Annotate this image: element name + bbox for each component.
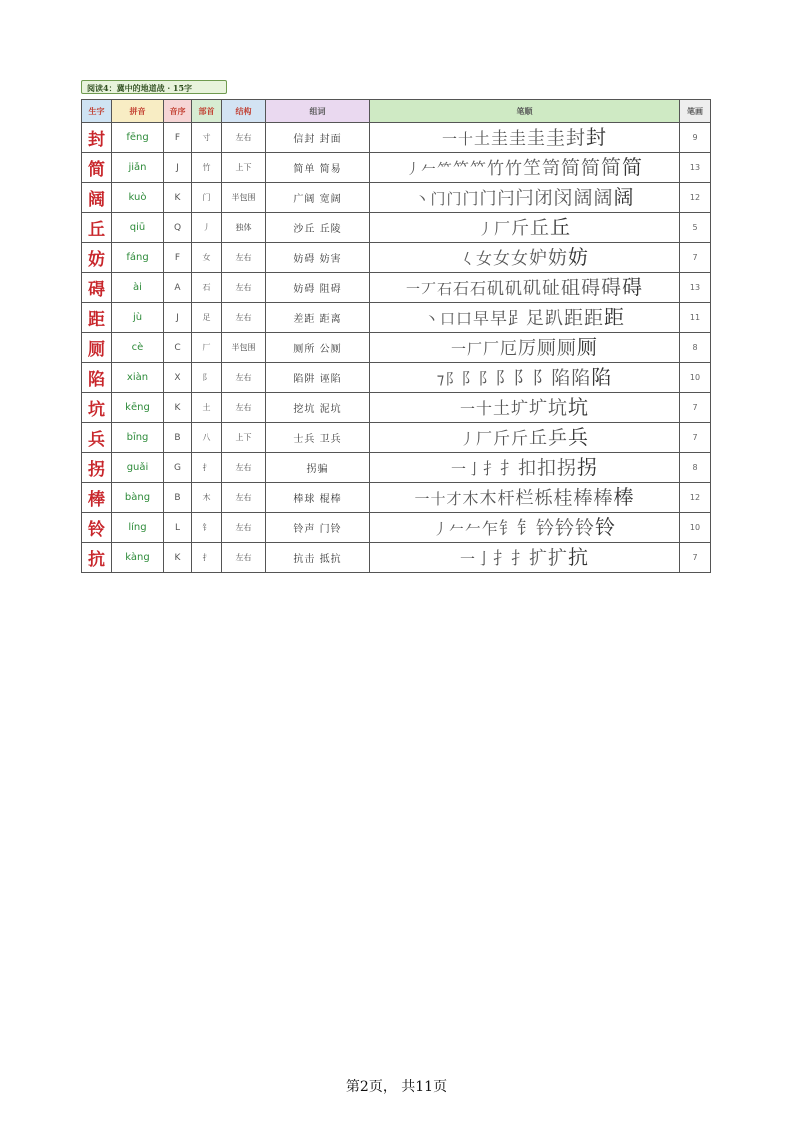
stroke-step: 碍 — [581, 277, 601, 299]
stroke-step: 坑 — [568, 395, 589, 419]
stroke-order-cell — [370, 483, 680, 513]
stroke-step: 闵 — [553, 187, 573, 209]
header-structure: 结构 — [222, 100, 266, 123]
stroke-step: 拐 — [557, 457, 577, 479]
char-cell: 距 — [82, 303, 112, 333]
stroke-step: 钅 — [499, 519, 517, 539]
stroke-step: 圭 — [509, 129, 526, 149]
stroke-step: 兵 — [568, 425, 589, 449]
pinyin-cell: qiū — [112, 213, 164, 243]
stroke-step: 扌 — [511, 549, 528, 569]
stroke-step: 阝 — [532, 368, 551, 389]
index-cell: X — [164, 363, 192, 393]
structure-cell: 左右 — [222, 393, 266, 423]
stroke-step: 乒 — [548, 427, 568, 449]
stroke-step: 木 — [479, 489, 497, 509]
stroke-count-cell: 10 — [680, 363, 711, 393]
stroke-step: 陷 — [551, 367, 571, 389]
stroke-step: ⁊ — [436, 370, 445, 388]
stroke-step: 扩 — [529, 548, 547, 569]
structure-cell: 左右 — [222, 273, 266, 303]
stroke-step: 铃 — [575, 517, 595, 539]
stroke-step: 石 — [470, 279, 487, 298]
stroke-step: 门 — [462, 189, 479, 208]
index-cell: G — [164, 453, 192, 483]
stroke-count-cell: 12 — [680, 483, 711, 513]
stroke-order-cell — [370, 393, 680, 423]
stroke-step: 栎 — [534, 488, 553, 509]
stroke-step: 矶 — [487, 279, 505, 299]
stroke-step: 栏 — [515, 488, 534, 509]
stroke-step: 矶 — [505, 279, 523, 299]
stroke-count-cell: 10 — [680, 513, 711, 543]
words-cell: 陷阱 诬陷 — [266, 363, 370, 393]
pinyin-cell: bàng — [112, 483, 164, 513]
index-cell: K — [164, 183, 192, 213]
stroke-order-cell — [370, 333, 680, 363]
stroke-count-cell: 7 — [680, 243, 711, 273]
stroke-step: 丿 — [405, 162, 420, 178]
radical-cell: 扌 — [192, 453, 222, 483]
radical-cell: 门 — [192, 183, 222, 213]
stroke-step: 厉 — [518, 338, 536, 359]
stroke-order-cell — [370, 183, 680, 213]
words-cell: 棒球 棍棒 — [266, 483, 370, 513]
stroke-step: 封 — [586, 125, 607, 149]
stroke-step: 一 — [441, 130, 457, 148]
table-row — [82, 123, 711, 153]
stroke-step: 妨 — [568, 245, 589, 269]
stroke-count-cell: 13 — [680, 273, 711, 303]
stroke-count-cell: 8 — [680, 333, 711, 363]
stroke-step: 简 — [561, 157, 581, 179]
char-cell: 兵 — [82, 423, 112, 453]
table-row — [82, 363, 711, 393]
stroke-step: 一 — [450, 460, 466, 478]
pinyin-cell: jù — [112, 303, 164, 333]
char-cell: 陷 — [82, 363, 112, 393]
structure-cell: 上下 — [222, 423, 266, 453]
stroke-count-cell: 13 — [680, 153, 711, 183]
radical-cell: 竹 — [192, 153, 222, 183]
radical-cell: 阝 — [192, 363, 222, 393]
structure-cell: 左右 — [222, 513, 266, 543]
index-cell: C — [164, 333, 192, 363]
stroke-step: 阝 — [445, 370, 461, 388]
stroke-step: 笥 — [542, 158, 561, 179]
table-row — [82, 183, 711, 213]
stroke-step: 距 — [584, 307, 604, 329]
char-cell: 拐 — [82, 453, 112, 483]
structure-cell: 独体 — [222, 213, 266, 243]
stroke-step: 棒 — [613, 485, 634, 509]
header-char: 生字 — [82, 100, 112, 123]
structure-cell: 左右 — [222, 543, 266, 573]
stroke-step: 趴 — [545, 308, 564, 329]
pinyin-cell: fáng — [112, 243, 164, 273]
stroke-step: 口 — [455, 309, 472, 328]
words-cell: 差距 距离 — [266, 303, 370, 333]
stroke-step: 圹 — [511, 399, 528, 419]
structure-cell: 半包围 — [222, 333, 266, 363]
stroke-step: 扌 — [482, 459, 499, 478]
pinyin-cell: xiàn — [112, 363, 164, 393]
stroke-step: 丘 — [550, 215, 571, 239]
stroke-order-cell — [370, 423, 680, 453]
stroke-step: 扣 — [518, 458, 536, 479]
table-row — [82, 153, 711, 183]
stroke-step: 坑 — [548, 397, 568, 419]
words-cell: 抗击 抵抗 — [266, 543, 370, 573]
table-row — [82, 453, 711, 483]
stroke-step: 笁 — [523, 158, 542, 179]
char-cell: 铃 — [82, 513, 112, 543]
stroke-step: 圭 — [527, 128, 545, 149]
stroke-step: 扌 — [493, 549, 510, 569]
stroke-step: 妨 — [548, 247, 568, 269]
stroke-step: 陷 — [571, 367, 591, 389]
table-row — [82, 303, 711, 333]
stroke-order-cell — [370, 243, 680, 273]
stroke-step: 女 — [475, 249, 492, 268]
table-row — [82, 423, 711, 453]
header-pinyin: 拼音 — [112, 100, 164, 123]
char-cell: 封 — [82, 123, 112, 153]
pinyin-cell: kēng — [112, 393, 164, 423]
char-cell: 阔 — [82, 183, 112, 213]
words-cell: 广阔 宽阔 — [266, 183, 370, 213]
words-cell: 厕所 公厕 — [266, 333, 370, 363]
stroke-step: 陷 — [591, 365, 612, 389]
structure-cell: 左右 — [222, 123, 266, 153]
stroke-step: 十 — [457, 130, 473, 148]
structure-cell: 半包围 — [222, 183, 266, 213]
stroke-step: 砋 — [542, 278, 561, 299]
stroke-step: 足 — [526, 308, 545, 329]
table-row — [82, 273, 711, 303]
stroke-step: 一 — [405, 282, 420, 298]
words-cell: 信封 封面 — [266, 123, 370, 153]
stroke-step: 丆 — [420, 280, 436, 298]
stroke-step: 𠂉 — [464, 519, 481, 538]
char-cell: 坑 — [82, 393, 112, 423]
stroke-order-cell — [370, 123, 680, 153]
table-header-row — [82, 100, 711, 123]
structure-cell: 左右 — [222, 303, 266, 333]
stroke-step: 亅 — [466, 460, 482, 478]
pinyin-cell: kuò — [112, 183, 164, 213]
index-cell: K — [164, 393, 192, 423]
header-stroke-count: 笔画 — [680, 100, 711, 123]
stroke-step: 距 — [564, 307, 584, 329]
stroke-step: 扌 — [500, 459, 517, 479]
pinyin-cell: guǎi — [112, 453, 164, 483]
stroke-step: 门 — [479, 189, 497, 209]
stroke-step: 𡿨 — [459, 250, 475, 268]
stroke-step: 门 — [430, 190, 446, 208]
header-stroke-order: 笔顺 — [370, 100, 680, 123]
table-row — [82, 213, 711, 243]
index-cell: L — [164, 513, 192, 543]
pinyin-cell: bīng — [112, 423, 164, 453]
stroke-step: 杆 — [497, 489, 515, 509]
structure-cell: 左右 — [222, 453, 266, 483]
radical-cell: 木 — [192, 483, 222, 513]
structure-cell: 上下 — [222, 153, 266, 183]
radical-cell: 八 — [192, 423, 222, 453]
stroke-step: 阔 — [613, 185, 634, 209]
words-cell: 铃声 门铃 — [266, 513, 370, 543]
stroke-step: 口 — [439, 310, 455, 328]
header-index: 音序 — [164, 100, 192, 123]
table-row — [82, 393, 711, 423]
stroke-step: 早 — [490, 309, 508, 329]
stroke-step: 厂 — [493, 219, 510, 238]
pinyin-cell: líng — [112, 513, 164, 543]
table-row — [82, 243, 711, 273]
stroke-step: 拐 — [577, 455, 598, 479]
stroke-step: 阝 — [461, 369, 478, 388]
stroke-step: 木 — [462, 489, 479, 508]
index-cell: Q — [164, 213, 192, 243]
radical-cell: 扌 — [192, 543, 222, 573]
stroke-step: 碍 — [622, 275, 643, 299]
char-cell: 碍 — [82, 273, 112, 303]
stroke-step: 丘 — [530, 217, 550, 239]
stroke-step: 碍 — [601, 275, 622, 299]
stroke-step: 闩 — [497, 189, 515, 209]
stroke-step: 十 — [475, 399, 492, 418]
stroke-step: 厂 — [466, 340, 482, 358]
table-row — [82, 333, 711, 363]
char-cell: 丘 — [82, 213, 112, 243]
stroke-step: 阝 — [513, 368, 532, 389]
radical-cell: 厂 — [192, 333, 222, 363]
character-table — [81, 99, 711, 573]
stroke-step: 阔 — [593, 187, 613, 209]
char-cell: 抗 — [82, 543, 112, 573]
stroke-step: 扩 — [548, 547, 568, 569]
stroke-step: 石 — [452, 279, 469, 298]
stroke-step: 厕 — [577, 335, 598, 359]
pinyin-cell: ài — [112, 273, 164, 303]
stroke-step: 竹 — [505, 159, 523, 179]
stroke-step: 矶 — [523, 278, 542, 299]
stroke-step: 扣 — [537, 457, 557, 479]
stroke-step: 阝 — [495, 369, 513, 389]
stroke-step: 丶 — [414, 190, 430, 208]
stroke-step: 土 — [473, 129, 490, 148]
stroke-count-cell: 7 — [680, 543, 711, 573]
stroke-step: 丿 — [477, 220, 493, 238]
stroke-step: 一 — [459, 400, 475, 418]
stroke-step: 钅 — [517, 518, 536, 539]
stroke-count-cell: 7 — [680, 423, 711, 453]
index-cell: J — [164, 153, 192, 183]
words-cell: 简单 简易 — [266, 153, 370, 183]
stroke-step: 简 — [622, 155, 643, 179]
char-cell: 妨 — [82, 243, 112, 273]
stroke-step: 圹 — [529, 398, 547, 419]
stroke-step: 妒 — [529, 248, 547, 269]
index-cell: F — [164, 123, 192, 153]
stroke-count-cell: 11 — [680, 303, 711, 333]
stroke-step: 棒 — [593, 487, 613, 509]
words-cell: 士兵 卫兵 — [266, 423, 370, 453]
radical-cell: 钅 — [192, 513, 222, 543]
pinyin-cell: jiǎn — [112, 153, 164, 183]
index-cell: A — [164, 273, 192, 303]
stroke-step: 厕 — [557, 337, 577, 359]
stroke-step: 十 — [430, 490, 446, 508]
stroke-step: 𠂉 — [420, 160, 436, 178]
stroke-step: 竹 — [487, 159, 505, 179]
stroke-step: 𥫗 — [452, 159, 469, 178]
stroke-step: 土 — [493, 399, 510, 419]
stroke-step: 距 — [604, 305, 625, 329]
index-cell: K — [164, 543, 192, 573]
stroke-step: 厄 — [500, 339, 517, 359]
stroke-step: 女 — [493, 249, 510, 269]
stroke-order-cell — [370, 153, 680, 183]
stroke-step: 一 — [414, 490, 430, 508]
stroke-step: 简 — [581, 157, 601, 179]
page-footer: 第2页， 共11页 — [345, 1079, 448, 1095]
index-cell: B — [164, 483, 192, 513]
stroke-step: 厂 — [482, 339, 499, 358]
stroke-step: 石 — [436, 280, 452, 298]
stroke-step: 一 — [450, 340, 466, 358]
stroke-count-cell: 8 — [680, 453, 711, 483]
pinyin-cell: kàng — [112, 543, 164, 573]
stroke-step: 圭 — [546, 127, 566, 149]
stroke-step: 封 — [566, 127, 586, 149]
stroke-step: 阔 — [573, 187, 593, 209]
stroke-step: 一 — [459, 550, 475, 568]
stroke-count-cell: 7 — [680, 393, 711, 423]
stroke-step: 丶 — [423, 310, 439, 328]
words-cell: 妨碍 阻碍 — [266, 273, 370, 303]
stroke-step: 简 — [601, 155, 622, 179]
stroke-step: 棒 — [573, 487, 593, 509]
stroke-order-cell — [370, 273, 680, 303]
stroke-step: 钤 — [555, 517, 575, 539]
stroke-step: 乍 — [482, 519, 499, 538]
stroke-order-cell — [370, 213, 680, 243]
radical-cell: 足 — [192, 303, 222, 333]
structure-cell: 左右 — [222, 243, 266, 273]
char-cell: 厕 — [82, 333, 112, 363]
stroke-step: 砠 — [561, 277, 581, 299]
stroke-step: 亅 — [475, 549, 492, 568]
stroke-step: 斤 — [511, 218, 529, 239]
char-cell: 棒 — [82, 483, 112, 513]
stroke-step: 才 — [446, 490, 462, 508]
stroke-step: 丿 — [459, 430, 475, 448]
section-title: 阅读4：冀中的地道战 · 15字 — [81, 80, 227, 94]
stroke-step: 阝 — [478, 369, 495, 388]
pinyin-cell: cè — [112, 333, 164, 363]
index-cell: F — [164, 243, 192, 273]
stroke-step: 斤 — [511, 429, 528, 449]
stroke-order-cell — [370, 513, 680, 543]
stroke-step: 圭 — [491, 129, 508, 149]
stroke-order-cell — [370, 543, 680, 573]
radical-cell: 石 — [192, 273, 222, 303]
table-row — [82, 543, 711, 573]
stroke-count-cell: 12 — [680, 183, 711, 213]
stroke-step: 丘 — [529, 428, 547, 449]
header-words: 组词 — [266, 100, 370, 123]
stroke-step: 抗 — [568, 545, 589, 569]
table-body — [82, 123, 711, 573]
stroke-step: 早 — [473, 309, 490, 328]
words-cell: 拐骗 — [266, 453, 370, 483]
stroke-order-cell — [370, 453, 680, 483]
stroke-order-cell — [370, 303, 680, 333]
stroke-order-cell — [370, 363, 680, 393]
radical-cell: 土 — [192, 393, 222, 423]
radical-cell: 女 — [192, 243, 222, 273]
stroke-count-cell: 5 — [680, 213, 711, 243]
stroke-step: ⺮ — [436, 160, 452, 178]
pinyin-cell: fēng — [112, 123, 164, 153]
stroke-count-cell: 9 — [680, 123, 711, 153]
stroke-step: 丿 — [432, 520, 448, 538]
stroke-step: 厂 — [475, 429, 492, 448]
index-cell: J — [164, 303, 192, 333]
radical-cell: 丿 — [192, 213, 222, 243]
index-cell: B — [164, 423, 192, 453]
structure-cell: 左右 — [222, 363, 266, 393]
words-cell: 沙丘 丘陵 — [266, 213, 370, 243]
stroke-step: 女 — [511, 249, 528, 269]
char-cell: 简 — [82, 153, 112, 183]
words-cell: 挖坑 泥坑 — [266, 393, 370, 423]
stroke-step: 𥫗 — [470, 159, 487, 178]
stroke-step: 闭 — [534, 188, 553, 209]
stroke-step: 厕 — [537, 337, 557, 359]
stroke-step: 斤 — [493, 429, 510, 449]
stroke-step: 门 — [446, 190, 462, 208]
stroke-step: 铃 — [595, 515, 616, 539]
stroke-step: 𧾷 — [508, 309, 526, 329]
table-row — [82, 513, 711, 543]
table-row — [82, 483, 711, 513]
stroke-step: 桂 — [553, 487, 573, 509]
header-radical: 部首 — [192, 100, 222, 123]
stroke-step: 钤 — [536, 518, 555, 539]
radical-cell: 寸 — [192, 123, 222, 153]
structure-cell: 左右 — [222, 483, 266, 513]
stroke-step: 闩 — [515, 188, 534, 209]
stroke-step: 𠂉 — [448, 520, 464, 538]
words-cell: 妨碍 妨害 — [266, 243, 370, 273]
